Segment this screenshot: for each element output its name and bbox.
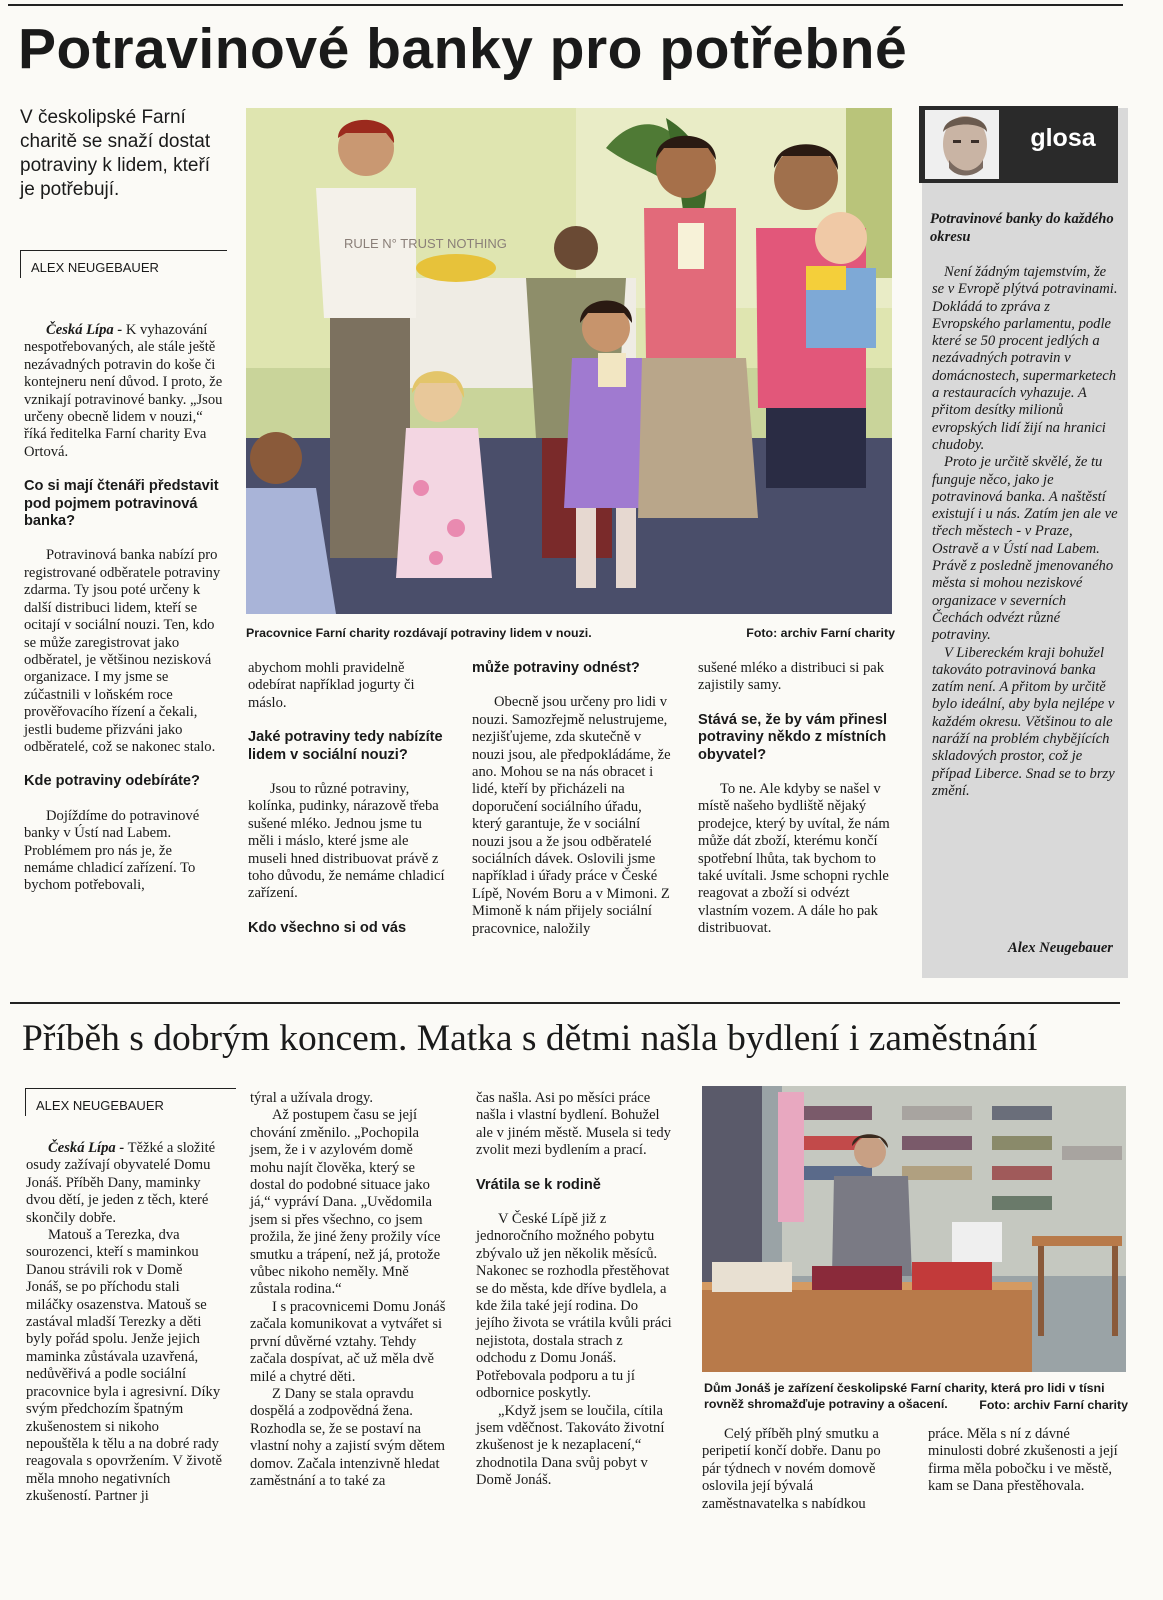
shirt-print: RULE N° TRUST NOTHING [344,236,507,251]
article1-column-4 [698,660,898,938]
answer-paragraph: Obecně jsou určeny pro lidi v nouzi. Samozřejmě nelustrujeme, nezjišťujeme, zda skutečně v nouzi jsou, ale předpokládáme, že ano. Mohou se na nás obracet i lidé, kteří by přicházeli na doporučení sociálního úřadu, který garantuje, že v sociální nouzi jsou a že jsou odběratelé sociálních dávek. Oslovili jsme například i úřady práce v České Lípě, Novém Boru a v Mimoni. Z Mimoně k nám přijely sociální pracovnice, naložily [472,694,671,937]
section-divider [10,1002,1120,1004]
question-heading: Stává se, že by vám přinesl potraviny někdo z místních obyvatel? [698,711,888,763]
article2-column-5 [928,1426,1126,1496]
headline: Příběh s dobrým koncem. Matka s dětmi našla bydlení i zaměstnání [22,1018,1038,1059]
article1-column-3 [472,660,672,938]
glosa-header [919,106,1118,183]
body-paragraph: Matouš a Terezka, dva sourozenci, kteří s maminkou Danou strávili rok v Domě Jonáš, se po příchodu stali miláčky osazenstva. Matouš se zastával mladší Terezky a děti byly pořád spolu. Jenže jejich maminka zůstávala uzavřená, nedůvěřivá a podle sociální pracovnice byla i agresivní. Díky svým předchozím špatným zkušenostem si nikoho nepouštěla k tělu a na dobré rady reagovala s opovržením. V životě měla mnoho negativních zkušeností. Partner ji [26,1227,223,1505]
question-heading: Kde potraviny odebíráte? [24,773,200,790]
photo-caption: Pracovnice Farní charity rozdávají potraviny lidem v nouzi. [246,626,592,640]
food-distribution-photo [246,108,892,614]
article2-column-4 [702,1426,900,1513]
question-heading: Jaké potraviny tedy nabízíte lidem v sociální nouzi? [248,729,443,763]
glosa-label: glosa [1030,124,1096,152]
body-paragraph: „Když jsem se loučila, cítila jsem vděčnost. Takováto životní zkušenost je k nezaplacení,“ zhodnotila Dana svůj pobyt v Domě Jonáš. [476,1402,665,1489]
body-paragraph: Celý příběh plný smutku a peripetií končí dobře. Danu po pár týdnech v novém domově oslovila její bývalá zaměstnavatelka s nabídkou [702,1426,881,1512]
body-paragraph: Až postupem času se její chování změnilo. „Pochopila jsem, že i v azylovém domě mohu najít člověka, který se dostal do podobné situace jako já,“ vypráví Dana. „Uvědomila jsem si přes všechno, co jsem prožila, že jiné ženy prožily více smutku a trápení, než já, protože vůbec nikoho neměly. Mně zůstala rodina.“ [250,1107,441,1298]
question-heading: Co si mají čtenáři představit pod pojmem potravinová banka? [24,478,219,530]
continued-paragraph: abychom mohli pravidelně odebírat například jogurty či máslo. [248,660,415,711]
continued-paragraph: týral a užívala drogy. [250,1090,374,1106]
byline: ALEX NEUGEBAUER [20,250,227,278]
answer-paragraph: To ne. Ale kdyby se našel v místě našeho bydliště nějaký prodejce, který by uvítal, že nám může dát zboží, kterému končí spotřební lhůta, tak bychom to také uvítali. Jsme schopni rychle reagovat a zboží si odvézt vlastním vozem. A dále ho pak distribuovat. [698,781,890,937]
body-paragraph: V České Lípě již z jednoročního možného pobytu zbývalo už jen několik měsíců. Nakonec se rozhodla přestěhovat se do města, kde dříve bydlela, a kde žila také její rodina. Do jejího života se vrátila kvůli práci nejistota, dostala strach z odchodu z Domu Jonáš. Potřebovala podporu a tu jí odbornice poskytly. [476,1211,672,1402]
dateline: Česká Lípa - [46,322,123,338]
glosa-title: Potravinové banky do každého okresu [930,211,1114,245]
article2-column-3 [476,1090,674,1490]
glosa-text [932,264,1118,800]
intro-paragraph: K vyhazování nespotřebovaných, ale stále ještě nezávadných potravin do koše či kontejneru není důvod. I proto, že vznikají potravinové banky. „Jsou určeny obecně lidem v nouzi,“ říká ředitelka Farní charity Eva Ortová. [24,322,223,460]
clothing-store-photo [702,1086,1126,1372]
author-portrait [925,110,999,179]
answer-paragraph: Potravinová banka nabízí pro registrované odběratele potraviny zdarma. Ty jsou poté určeny k další distribuci lidem, kteří se ocitají v sociální nouzi. Ten, kdo se může zaregistrovat jako odběratel, je většinou nezisková organizace. I my jsme se zúčastnili v loňském roce prověřovacího řízení a čekali, jestli budeme přizváni jako odběratelé, což se nakonec stalo. [24,547,221,755]
photo-credit: Foto: archiv Farní charity [958,1397,1128,1413]
article2-column-1 [26,1140,222,1506]
article1-column-1 [24,322,224,895]
answer-paragraph: Jsou to různé potraviny, kolínka, pudinky, nárazově třeba sušené mléko. Jednou jsme tu měli i máslo, které jsme ale museli hned distribuovat právě z toho důvodu, že nemáme chladicí zařízení. [248,781,445,902]
photo-caption: Dům Jonáš je zařízení českolipské Farní charity, která pro lidi v tísni rovněž shromažďuje potraviny a ošacení. [704,1381,1105,1411]
glosa-paragraph: Není žádným tajemstvím, že se v Evropě plýtvá potravinami. Dokládá to zpráva z Evropského parlamentu, podle které se 50 procent jedlých a nezávadných potravin v domácnostech, supermarketech a restauracích vyhazuje. A přitom desítky milionů evropských lidí žijí na hranici chudoby. [932,264,1118,453]
glosa-paragraph: Proto je určitě skvělé, že tu funguje něco, jako je potravinová banka. A naštěstí existují i u nás. Zatím jen ale ve třech městech - v Praze, Ostravě a v Ústí nad Labem. Právě z posledně jmenovaného města si mohou neziskové organizace v severních Čechách odvézt různé potraviny. [932,454,1118,644]
dateline: Česká Lípa - [48,1140,125,1156]
glosa-author: Alex Neugebauer [1008,940,1113,956]
question-heading: Kdo všechno si od vás [248,919,407,936]
question-heading: může potraviny odnést? [472,660,640,676]
top-rule [8,4,1123,6]
subheading: Vrátila se k rodině [476,1176,601,1193]
intro-paragraph: Těžké a složité osudy zažívají obyvatelé Domu Jonáš. Příběh Dany, maminky dvou dětí, je jeden z těch, které skončily dobře. [26,1140,216,1226]
continued-paragraph: sušené mléko a distribuci si pak zajistily samy. [698,660,885,694]
glosa-paragraph: V Libereckém kraji bohužel takováto potravinová banka zatím není. A přitom by určitě bylo ideální, aby byla nejlépe v každém okresu. Většinou to ale naráží na problém chybějících skladových prostor, což je případ Liberce. Snad se to brzy změní. [932,644,1115,799]
photo-credit: Foto: archiv Farní charity [746,626,895,640]
continued-paragraph: práce. Měla s ní z dávné minulosti dobré zkušenosti a její firma měla pobočku i ve městě, kam se Dana přestěhovala. [928,1426,1118,1495]
headline: Potravinové banky pro potřebné [18,17,908,81]
byline: ALEX NEUGEBAUER [25,1088,236,1116]
continued-paragraph: čas našla. Asi po měsíci práce našla i vlastní bydlení. Bohužel ale v jiném městě. Musela si tedy zvolit mezi bydlením a prací. [476,1090,671,1159]
body-paragraph: Z Dany se stala opravdu dospělá a zodpovědná žena. Rozhodla se, že se postaví na vlastní nohy a zajistí svým dětem domov. Začala intenzivně hledat zaměstnání a to také za [250,1385,445,1489]
body-paragraph: I s pracovnicemi Domu Jonáš začala komunikovat a vytvářet si první důvěrné vztahy. Tehdy začala dospívat, ač už měla dvě milé a chytré děti. [250,1298,446,1385]
answer-paragraph: Dojíždíme do potravinové banky v Ústí nad Labem. Problémem pro nás je, že nemáme chladicí zařízení. To bychom potřebovali, [24,807,200,894]
article2-column-2 [250,1090,448,1490]
article1-column-2 [248,660,448,937]
lead-text: V českolipské Farní charitě se snaží dostat potraviny k lidem, kteří je potřebují. [20,107,211,200]
